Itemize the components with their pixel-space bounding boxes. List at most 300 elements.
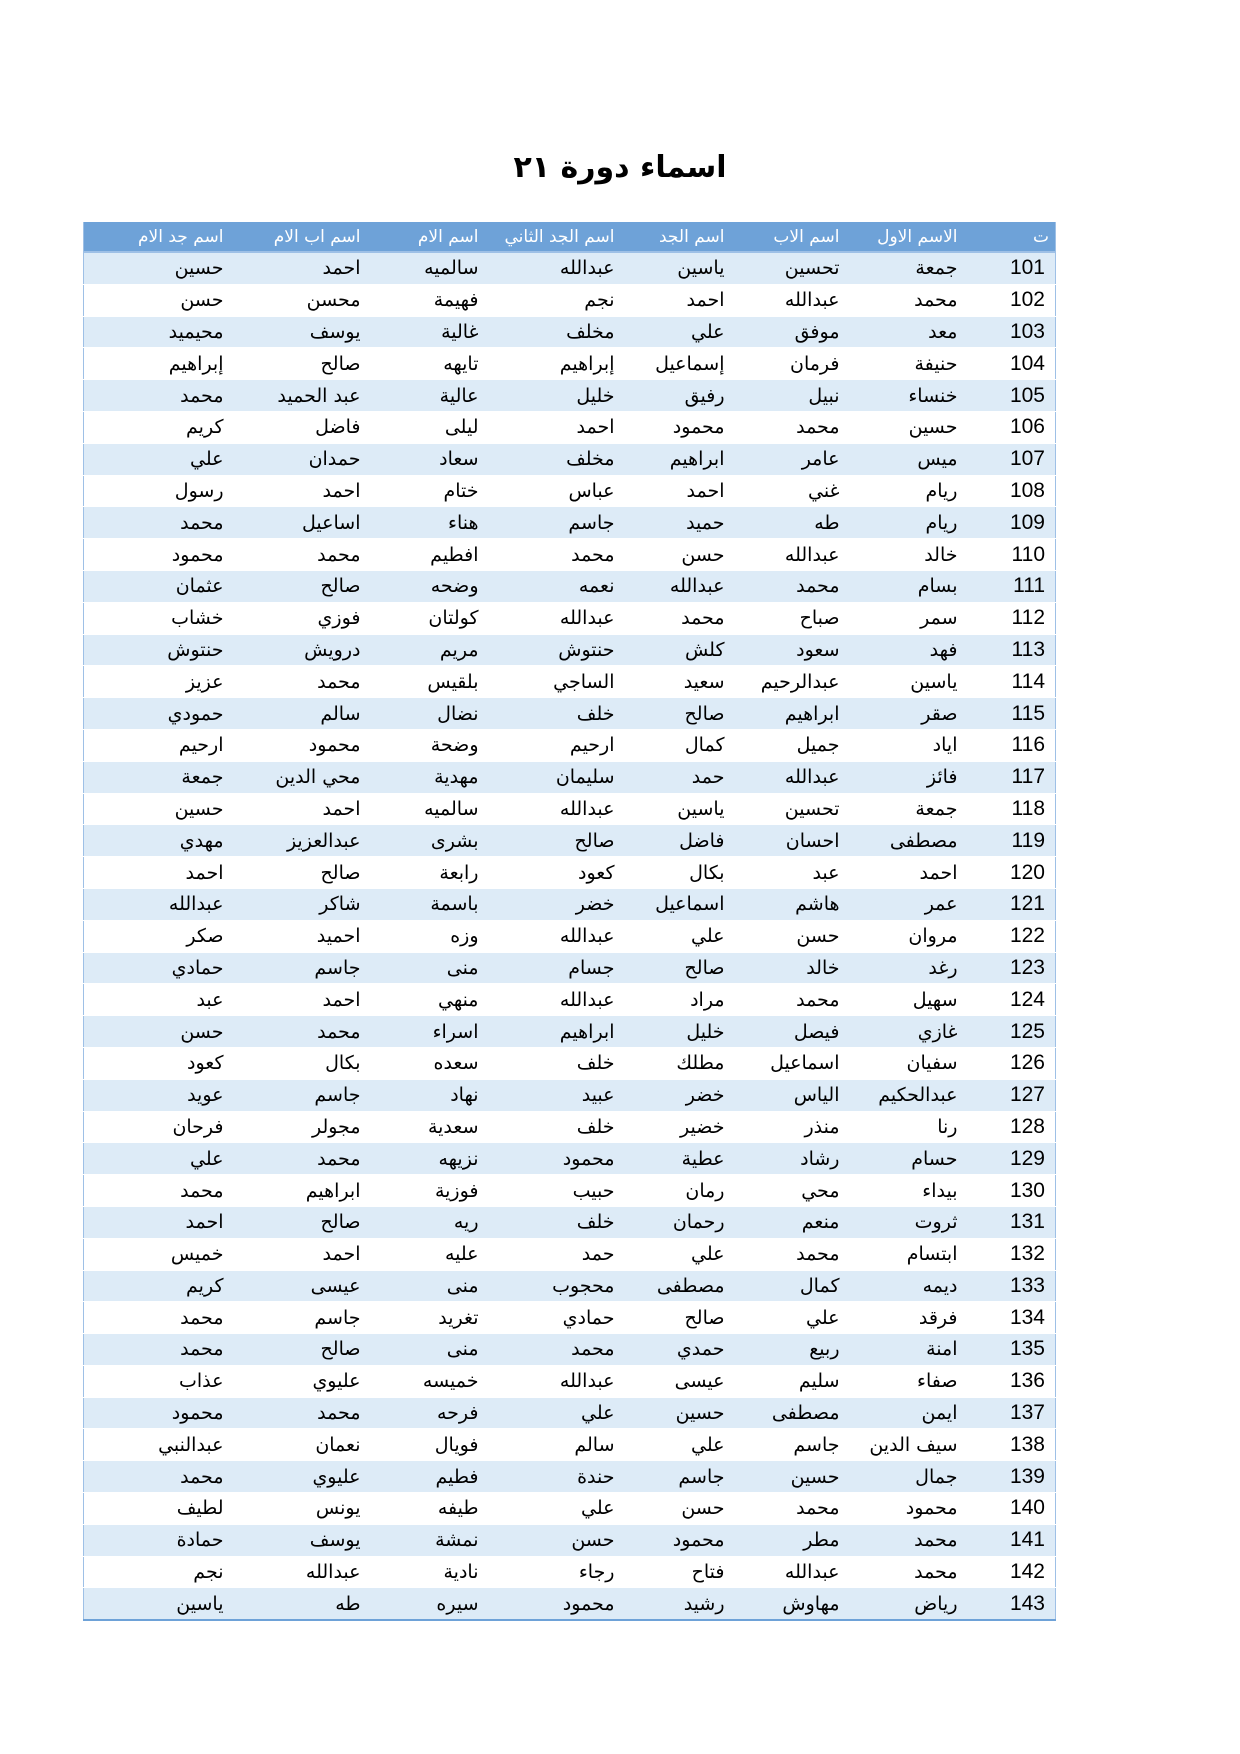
row-index-cell: 109: [964, 507, 1056, 539]
name-cell: مهاوش: [731, 1588, 846, 1620]
name-cell: جمعة: [84, 761, 230, 793]
name-cell: منهي: [367, 984, 485, 1016]
name-cell: محمود: [846, 1493, 964, 1525]
name-cell: مطر: [731, 1524, 846, 1556]
name-cell: خالد: [731, 952, 846, 984]
table-row: [84, 857, 1056, 889]
name-cell: سالم: [485, 1429, 621, 1461]
name-cell: احمد: [230, 252, 367, 284]
name-cell: يوسف: [230, 1524, 367, 1556]
name-cell: فتاح: [621, 1556, 731, 1588]
name-cell: محمد: [84, 507, 230, 539]
table-row: [84, 539, 1056, 571]
name-cell: صالح: [485, 825, 621, 857]
column-header-mother-grandfather: اسم جد الام: [84, 222, 230, 252]
name-cell: اسراء: [367, 1016, 485, 1048]
name-cell: ربيع: [731, 1334, 846, 1366]
name-cell: صالح: [230, 348, 367, 380]
name-cell: محمد: [846, 1524, 964, 1556]
table-row: [84, 1365, 1056, 1397]
name-cell: احمد: [846, 857, 964, 889]
name-cell: عبدالله: [485, 1365, 621, 1397]
name-cell: بشرى: [367, 825, 485, 857]
name-cell: جمعة: [846, 793, 964, 825]
name-cell: احمد: [84, 1206, 230, 1238]
name-cell: باسمة: [367, 888, 485, 920]
name-cell: مهدية: [367, 761, 485, 793]
name-cell: سعاد: [367, 443, 485, 475]
name-cell: عباس: [485, 475, 621, 507]
name-cell: تغريد: [367, 1302, 485, 1334]
name-cell: محمد: [731, 984, 846, 1016]
name-cell: محمد: [230, 539, 367, 571]
name-cell: فهد: [846, 634, 964, 666]
name-cell: محسن: [230, 284, 367, 316]
row-index-cell: 137: [964, 1397, 1056, 1429]
name-cell: طه: [731, 507, 846, 539]
name-cell: صكر: [84, 920, 230, 952]
name-cell: محمود: [621, 411, 731, 443]
name-cell: طيفه: [367, 1493, 485, 1525]
row-index-cell: 121: [964, 888, 1056, 920]
name-cell: فوزية: [367, 1175, 485, 1207]
name-cell: احمد: [621, 475, 731, 507]
row-index-cell: 120: [964, 857, 1056, 889]
table-row: [84, 634, 1056, 666]
row-index-cell: 122: [964, 920, 1056, 952]
name-cell: صباح: [731, 602, 846, 634]
name-cell: حسين: [621, 1397, 731, 1429]
name-cell: منى: [367, 1270, 485, 1302]
name-cell: جسام: [485, 952, 621, 984]
name-cell: ابراهيم: [485, 1016, 621, 1048]
name-cell: خالد: [846, 539, 964, 571]
name-cell: محي: [731, 1175, 846, 1207]
row-index-cell: 103: [964, 316, 1056, 348]
name-cell: عبدالله: [731, 1556, 846, 1588]
name-cell: احمد: [230, 984, 367, 1016]
name-cell: رجاء: [485, 1556, 621, 1588]
row-index-cell: 138: [964, 1429, 1056, 1461]
name-cell: صالح: [230, 1206, 367, 1238]
name-cell: حندة: [485, 1461, 621, 1493]
name-cell: خليل: [485, 380, 621, 412]
name-cell: نمشة: [367, 1524, 485, 1556]
name-cell: عبيد: [485, 1079, 621, 1111]
row-index-cell: 127: [964, 1079, 1056, 1111]
name-cell: محمد: [731, 1238, 846, 1270]
name-cell: محمد: [485, 1334, 621, 1366]
name-cell: جاسم: [230, 952, 367, 984]
name-cell: سعده: [367, 1047, 485, 1079]
name-cell: حسن: [84, 1016, 230, 1048]
name-cell: حسين: [731, 1461, 846, 1493]
row-index-cell: 104: [964, 348, 1056, 380]
table-row: [84, 1047, 1056, 1079]
name-cell: ارحيم: [485, 729, 621, 761]
name-cell: احسان: [731, 825, 846, 857]
table-row: [84, 1270, 1056, 1302]
name-cell: ياسين: [846, 666, 964, 698]
name-cell: محمود: [485, 1143, 621, 1175]
name-cell: عبدالعزيز: [230, 825, 367, 857]
name-cell: إسماعيل: [621, 348, 731, 380]
name-cell: كعود: [84, 1047, 230, 1079]
name-cell: ريام: [846, 507, 964, 539]
name-cell: محمد: [230, 1143, 367, 1175]
name-cell: مريم: [367, 634, 485, 666]
row-index-cell: 113: [964, 634, 1056, 666]
name-cell: عبدالله: [485, 602, 621, 634]
name-cell: ابراهيم: [230, 1175, 367, 1207]
table-row: [84, 1238, 1056, 1270]
name-cell: اياد: [846, 729, 964, 761]
name-cell: احمد: [485, 411, 621, 443]
name-cell: فرقد: [846, 1302, 964, 1334]
table-row: [84, 1016, 1056, 1048]
name-cell: خضر: [485, 888, 621, 920]
name-cell: تحسين: [731, 252, 846, 284]
name-cell: نجم: [84, 1556, 230, 1588]
name-cell: جمعة: [846, 252, 964, 284]
name-cell: محمد: [846, 1556, 964, 1588]
table-row: [84, 1429, 1056, 1461]
name-cell: مراد: [621, 984, 731, 1016]
name-cell: اساعيل: [230, 507, 367, 539]
name-cell: رسول: [84, 475, 230, 507]
name-cell: ختام: [367, 475, 485, 507]
name-cell: محمد: [230, 1397, 367, 1429]
name-cell: صقر: [846, 698, 964, 730]
name-cell: صالح: [230, 570, 367, 602]
name-cell: محمد: [84, 1334, 230, 1366]
row-index-cell: 116: [964, 729, 1056, 761]
row-index-cell: 107: [964, 443, 1056, 475]
name-cell: سليم: [731, 1365, 846, 1397]
name-cell: نعمه: [485, 570, 621, 602]
name-cell: بيداء: [846, 1175, 964, 1207]
row-index-cell: 132: [964, 1238, 1056, 1270]
name-cell: فرحان: [84, 1111, 230, 1143]
table-row: [84, 952, 1056, 984]
name-cell: عبدالله: [485, 793, 621, 825]
name-cell: مصطفى: [846, 825, 964, 857]
name-cell: خلف: [485, 1206, 621, 1238]
row-index-cell: 118: [964, 793, 1056, 825]
name-cell: نجم: [485, 284, 621, 316]
name-cell: معد: [846, 316, 964, 348]
name-cell: ياسين: [621, 793, 731, 825]
column-header-index: ت: [964, 222, 1056, 252]
name-cell: خميس: [84, 1238, 230, 1270]
name-cell: رفيق: [621, 380, 731, 412]
row-index-cell: 124: [964, 984, 1056, 1016]
name-cell: بلقيس: [367, 666, 485, 698]
name-cell: عبدالله: [731, 284, 846, 316]
name-cell: عبد: [84, 984, 230, 1016]
name-cell: رغد: [846, 952, 964, 984]
row-index-cell: 142: [964, 1556, 1056, 1588]
name-cell: طه: [230, 1588, 367, 1620]
table-row: [84, 1524, 1056, 1556]
name-cell: سمر: [846, 602, 964, 634]
table-row: [84, 284, 1056, 316]
row-index-cell: 102: [964, 284, 1056, 316]
names-table: [83, 222, 1056, 1621]
row-index-cell: 140: [964, 1493, 1056, 1525]
name-cell: جميل: [731, 729, 846, 761]
row-index-cell: 135: [964, 1334, 1056, 1366]
name-cell: علي: [485, 1397, 621, 1429]
name-cell: عبدالله: [485, 984, 621, 1016]
name-cell: محمود: [230, 729, 367, 761]
name-cell: علي: [621, 920, 731, 952]
table-row: [84, 602, 1056, 634]
table-row: [84, 1397, 1056, 1429]
name-cell: نزيهه: [367, 1143, 485, 1175]
name-cell: عبدالله: [485, 920, 621, 952]
table-body: [84, 252, 1056, 1620]
name-cell: حسن: [621, 1493, 731, 1525]
name-cell: كريم: [84, 1270, 230, 1302]
name-cell: حمد: [621, 761, 731, 793]
name-cell: حسام: [846, 1143, 964, 1175]
name-cell: نادية: [367, 1556, 485, 1588]
name-cell: كمال: [731, 1270, 846, 1302]
name-cell: سعود: [731, 634, 846, 666]
name-cell: حمدي: [621, 1334, 731, 1366]
name-cell: حسن: [84, 284, 230, 316]
name-cell: حمدان: [230, 443, 367, 475]
table-row: [84, 1556, 1056, 1588]
name-cell: خضير: [621, 1111, 731, 1143]
name-cell: مطلك: [621, 1047, 731, 1079]
name-cell: ابراهيم: [731, 698, 846, 730]
name-cell: حنيفة: [846, 348, 964, 380]
name-cell: تحسين: [731, 793, 846, 825]
name-cell: بسام: [846, 570, 964, 602]
page-title: اسماء دورة ٢١: [513, 150, 727, 185]
name-cell: غني: [731, 475, 846, 507]
name-cell: محمد: [731, 1493, 846, 1525]
name-cell: حمد: [485, 1238, 621, 1270]
table-row: [84, 507, 1056, 539]
name-cell: حنتوش: [84, 634, 230, 666]
name-cell: لطيف: [84, 1493, 230, 1525]
name-cell: خلف: [485, 698, 621, 730]
row-index-cell: 134: [964, 1302, 1056, 1334]
name-cell: عمر: [846, 888, 964, 920]
name-cell: نضال: [367, 698, 485, 730]
name-cell: عبدالله: [230, 1556, 367, 1588]
name-cell: علي: [84, 443, 230, 475]
table-row: [84, 761, 1056, 793]
name-cell: سيره: [367, 1588, 485, 1620]
table-row: [84, 920, 1056, 952]
name-cell: علي: [621, 1429, 731, 1461]
name-cell: فطيم: [367, 1461, 485, 1493]
name-cell: ميس: [846, 443, 964, 475]
name-cell: حسين: [84, 793, 230, 825]
row-index-cell: 123: [964, 952, 1056, 984]
name-cell: غازي: [846, 1016, 964, 1048]
name-cell: فاضل: [621, 825, 731, 857]
name-cell: علي: [621, 1238, 731, 1270]
name-cell: فرحه: [367, 1397, 485, 1429]
name-cell: ياسين: [621, 252, 731, 284]
name-cell: مجولر: [230, 1111, 367, 1143]
name-cell: عويد: [84, 1079, 230, 1111]
name-cell: سيف الدين: [846, 1429, 964, 1461]
name-cell: فيصل: [731, 1016, 846, 1048]
name-cell: رنا: [846, 1111, 964, 1143]
name-cell: غالية: [367, 316, 485, 348]
table-row: [84, 1206, 1056, 1238]
name-cell: خليل: [621, 1016, 731, 1048]
name-cell: عبدالله: [621, 570, 731, 602]
name-cell: وضحة: [367, 729, 485, 761]
name-cell: عثمان: [84, 570, 230, 602]
name-cell: وزه: [367, 920, 485, 952]
name-cell: حمودي: [84, 698, 230, 730]
table-row: [84, 1143, 1056, 1175]
table-row: [84, 1079, 1056, 1111]
name-cell: نبيل: [731, 380, 846, 412]
row-index-cell: 112: [964, 602, 1056, 634]
name-cell: كعود: [485, 857, 621, 889]
name-cell: سليمان: [485, 761, 621, 793]
row-index-cell: 128: [964, 1111, 1056, 1143]
name-cell: حمادة: [84, 1524, 230, 1556]
table-row: [84, 252, 1056, 284]
name-cell: رمان: [621, 1175, 731, 1207]
table-row: [84, 411, 1056, 443]
table-row: [84, 825, 1056, 857]
row-index-cell: 114: [964, 666, 1056, 698]
name-cell: علي: [485, 1493, 621, 1525]
name-cell: حسن: [731, 920, 846, 952]
name-cell: منى: [367, 1334, 485, 1366]
name-cell: فوزي: [230, 602, 367, 634]
name-cell: عيسى: [230, 1270, 367, 1302]
table-row: [84, 984, 1056, 1016]
column-header-grandfather-name: اسم الجد: [621, 222, 731, 252]
row-index-cell: 108: [964, 475, 1056, 507]
name-cell: محي الدين: [230, 761, 367, 793]
name-cell: يونس: [230, 1493, 367, 1525]
name-cell: محجوب: [485, 1270, 621, 1302]
name-cell: عبدالله: [731, 539, 846, 571]
name-cell: عبدالحكيم: [846, 1079, 964, 1111]
name-cell: احميد: [230, 920, 367, 952]
name-cell: فرمان: [731, 348, 846, 380]
name-cell: الساجي: [485, 666, 621, 698]
name-cell: امنة: [846, 1334, 964, 1366]
row-index-cell: 133: [964, 1270, 1056, 1302]
table-row: [84, 666, 1056, 698]
row-index-cell: 129: [964, 1143, 1056, 1175]
name-cell: افطيم: [367, 539, 485, 571]
name-cell: احمد: [230, 1238, 367, 1270]
name-cell: ريه: [367, 1206, 485, 1238]
name-cell: فائز: [846, 761, 964, 793]
column-header-second-grandfather: اسم الجد الثاني: [485, 222, 621, 252]
name-cell: جمال: [846, 1461, 964, 1493]
name-cell: عذاب: [84, 1365, 230, 1397]
table-row: [84, 793, 1056, 825]
name-cell: عليوي: [230, 1365, 367, 1397]
name-cell: محمد: [846, 284, 964, 316]
name-cell: عامر: [731, 443, 846, 475]
name-cell: محمود: [84, 1397, 230, 1429]
name-cell: شاكر: [230, 888, 367, 920]
table-row: [84, 475, 1056, 507]
name-cell: صالح: [621, 698, 731, 730]
name-cell: محمد: [84, 1302, 230, 1334]
name-cell: محمد: [485, 539, 621, 571]
name-cell: مروان: [846, 920, 964, 952]
name-cell: عليوي: [230, 1461, 367, 1493]
name-cell: كريم: [84, 411, 230, 443]
name-cell: عطية: [621, 1143, 731, 1175]
name-cell: ياسين: [84, 1588, 230, 1620]
name-cell: ديمه: [846, 1270, 964, 1302]
name-cell: جاسم: [230, 1302, 367, 1334]
name-cell: منعم: [731, 1206, 846, 1238]
name-cell: محمد: [230, 1016, 367, 1048]
name-cell: ثروت: [846, 1206, 964, 1238]
name-cell: محمد: [731, 570, 846, 602]
table-row: [84, 443, 1056, 475]
name-cell: جاسم: [230, 1079, 367, 1111]
name-cell: يوسف: [230, 316, 367, 348]
name-cell: جاسم: [731, 1429, 846, 1461]
name-cell: احمد: [84, 857, 230, 889]
name-cell: محمود: [84, 539, 230, 571]
name-cell: منذر: [731, 1111, 846, 1143]
name-cell: رياض: [846, 1588, 964, 1620]
name-cell: سعيد: [621, 666, 731, 698]
name-cell: عليه: [367, 1238, 485, 1270]
name-cell: إبراهيم: [485, 348, 621, 380]
name-cell: حمادي: [84, 952, 230, 984]
table-row: [84, 316, 1056, 348]
name-cell: حبيب: [485, 1175, 621, 1207]
name-cell: خنساء: [846, 380, 964, 412]
name-cell: مخلف: [485, 316, 621, 348]
name-cell: علي: [84, 1143, 230, 1175]
name-cell: هناء: [367, 507, 485, 539]
name-cell: مخلف: [485, 443, 621, 475]
row-index-cell: 106: [964, 411, 1056, 443]
row-index-cell: 117: [964, 761, 1056, 793]
name-cell: خميسه: [367, 1365, 485, 1397]
name-cell: صفاء: [846, 1365, 964, 1397]
name-cell: عالية: [367, 380, 485, 412]
row-index-cell: 119: [964, 825, 1056, 857]
name-cell: عبدالله: [84, 888, 230, 920]
column-header-mother-father: اسم اب الام: [230, 222, 367, 252]
row-index-cell: 139: [964, 1461, 1056, 1493]
column-header-mother-name: اسم الام: [367, 222, 485, 252]
name-cell: إبراهيم: [84, 348, 230, 380]
name-cell: موفق: [731, 316, 846, 348]
name-cell: مصطفى: [731, 1397, 846, 1429]
row-index-cell: 141: [964, 1524, 1056, 1556]
name-cell: رابعة: [367, 857, 485, 889]
name-cell: ابتسام: [846, 1238, 964, 1270]
name-cell: هاشم: [731, 888, 846, 920]
